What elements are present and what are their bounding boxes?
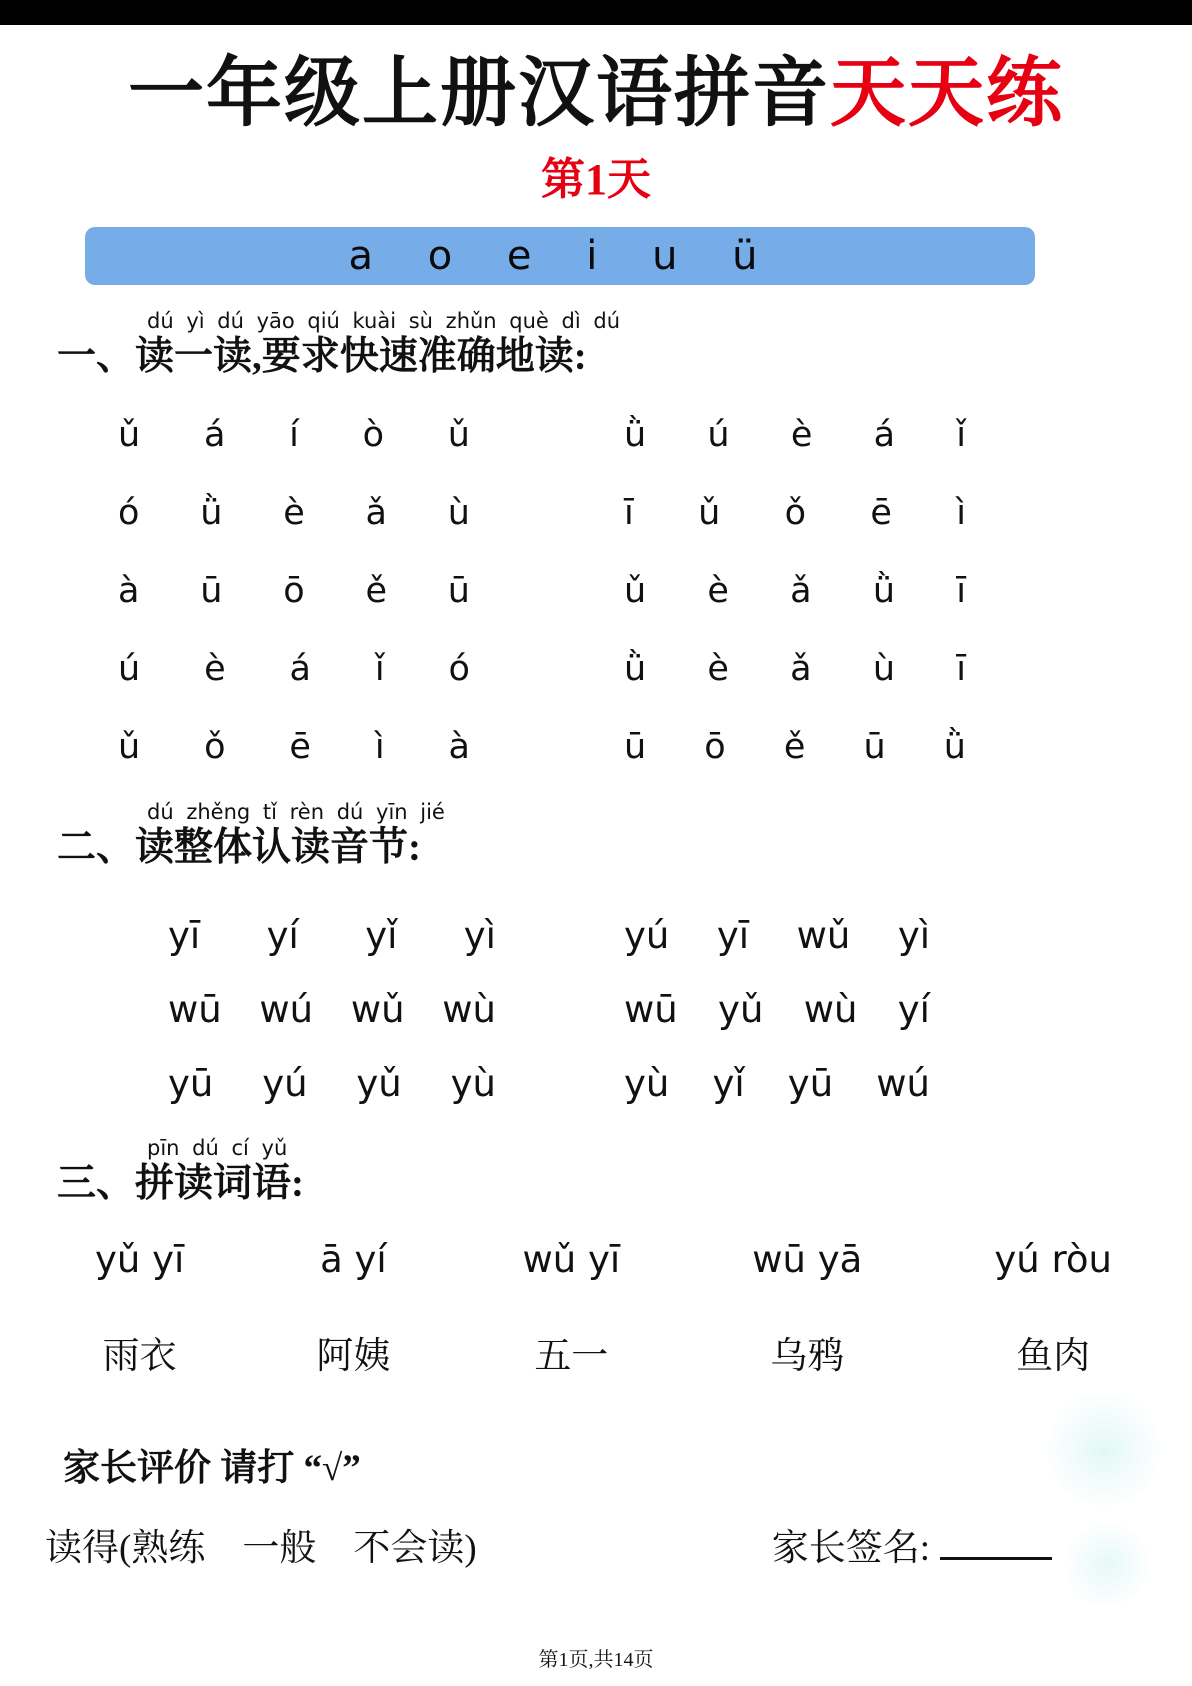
- page-title-red: 天天练: [830, 52, 1064, 136]
- vowel-group-right: [624, 727, 966, 767]
- reading-options: 读得(熟练 一般 不会读): [45, 1527, 477, 1569]
- syllable: yì: [463, 913, 496, 957]
- vowel-row: [118, 396, 966, 474]
- section-3-title: 三、拼读词语:: [57, 1162, 304, 1206]
- vowel: ò: [362, 415, 385, 456]
- vowel: ǐ: [956, 415, 966, 456]
- vowel-banner: [85, 227, 1035, 285]
- vowel-group-left: [118, 493, 470, 533]
- word-hanzi: 鱼肉: [1016, 1335, 1091, 1377]
- syllable-group-left: [168, 914, 496, 957]
- vowel: á: [873, 415, 896, 456]
- vowel-group-right: [624, 415, 966, 455]
- vowel: ǔ: [118, 727, 141, 768]
- section-2-title: 二、读整体认读音节:: [57, 826, 421, 870]
- syllable-row: [168, 898, 930, 972]
- syllable: yù: [624, 1061, 670, 1105]
- syllable-group-right: [624, 988, 930, 1031]
- vowel: ǎ: [790, 571, 812, 612]
- word-pinyin: yú ròu: [994, 1237, 1112, 1281]
- vowel: ó: [118, 493, 140, 534]
- vowel: ǜ: [200, 493, 223, 534]
- vowel: è: [707, 649, 729, 690]
- vowel: ì: [956, 493, 966, 534]
- top-black-bar: [0, 0, 1192, 25]
- syllable: yī: [716, 913, 750, 957]
- syllable: wǔ: [796, 913, 851, 957]
- syllable-group-right: [624, 1062, 930, 1105]
- section-1-title: 一、读一读,要求快速准确地读:: [57, 334, 587, 378]
- syllable: yú: [624, 913, 670, 957]
- vowel-row: [118, 630, 966, 708]
- vowel: ù: [447, 493, 470, 534]
- syllable-row: [168, 1046, 930, 1120]
- page-number: 第1页,共14页: [538, 1649, 654, 1671]
- vowel: ō: [283, 571, 305, 612]
- syllable: yí: [897, 987, 930, 1031]
- syllable: yǐ: [365, 913, 398, 957]
- vowel: ǜ: [624, 415, 647, 456]
- section-3-header: [57, 1138, 1192, 1208]
- vowel: ó: [448, 649, 470, 690]
- vowel: ù: [872, 649, 896, 690]
- vowel: ī: [956, 571, 966, 612]
- watermark-smudge: [1062, 1520, 1152, 1610]
- syllable-row: [168, 972, 930, 1046]
- vowel-row: [118, 474, 966, 552]
- syllable: yū: [787, 1061, 834, 1105]
- vowel: ú: [707, 415, 730, 456]
- vowel-group-left: [118, 727, 470, 767]
- vowel: ē: [870, 493, 892, 534]
- section-2-header: [57, 802, 1192, 872]
- vowel: ē: [289, 727, 311, 768]
- vowel: è: [790, 415, 813, 456]
- vowel-row: [118, 708, 966, 786]
- vowel: ǔ: [118, 415, 141, 456]
- signature-label: 家长签名:: [771, 1527, 930, 1569]
- vowel: ì: [374, 727, 385, 768]
- syllable-group-left: [168, 988, 496, 1031]
- vowel: ō: [704, 727, 726, 768]
- vowel: ǎ: [790, 649, 812, 690]
- vowel: ě: [783, 727, 806, 768]
- word-hanzi: 五一: [534, 1335, 609, 1377]
- vowel: á: [289, 649, 311, 690]
- vowel: ǎ: [365, 493, 387, 534]
- section-2-pinyin: dú zhěng tǐ rèn dú yīn jié: [147, 800, 445, 825]
- word-pinyin: wū yā: [752, 1237, 863, 1281]
- vowel: ǜ: [624, 649, 647, 690]
- vowel: ǜ: [943, 727, 966, 768]
- syllable: wú: [876, 1061, 930, 1105]
- section-1-header: [57, 308, 1192, 381]
- syllable: wǔ: [350, 987, 405, 1031]
- word-hanzi: 雨衣: [102, 1335, 177, 1377]
- syllable-group-right: [624, 914, 930, 957]
- syllable: yī: [168, 913, 201, 957]
- syllable: wù: [442, 987, 496, 1031]
- parent-evaluation-title: 家长评价 请打 “√”: [63, 1447, 361, 1489]
- vowel: ǔ: [698, 493, 721, 534]
- vowel-group-right: [624, 649, 966, 689]
- vowel: ǒ: [784, 493, 807, 534]
- syllable: yú: [262, 1061, 308, 1105]
- signature-line: [940, 1524, 1052, 1560]
- vowel: à: [448, 727, 470, 768]
- section-1-pinyin: dú yì dú yāo qiú kuài sù zhǔn què dì dú: [147, 308, 621, 333]
- vowel: ī: [956, 649, 966, 690]
- syllable: yí: [266, 913, 299, 957]
- vowel: ǜ: [872, 571, 896, 612]
- syllable: yǔ: [356, 1061, 402, 1105]
- syllable: wú: [259, 987, 314, 1031]
- vowel: ū: [447, 571, 470, 612]
- syllable: yù: [450, 1061, 496, 1105]
- syllable-grid: [0, 898, 1192, 1120]
- vowel: í: [289, 415, 299, 456]
- vowel: á: [203, 415, 226, 456]
- vowel: ī: [624, 493, 634, 534]
- page-title: [0, 53, 1192, 137]
- word-item: [752, 1238, 862, 1379]
- syllable: wū: [168, 987, 222, 1031]
- word-pinyin: yǔ yī: [95, 1237, 185, 1281]
- vowel-group-right: [624, 493, 966, 533]
- vowel: ǔ: [624, 571, 647, 612]
- word-pinyin: wǔ yī: [522, 1237, 621, 1281]
- word-list: [95, 1238, 1112, 1379]
- vowel: è: [283, 493, 305, 534]
- vowel: ě: [365, 571, 387, 612]
- word-item: [316, 1238, 390, 1379]
- syllable: yū: [168, 1061, 214, 1105]
- syllable: wù: [803, 987, 858, 1031]
- syllable: wū: [624, 987, 678, 1031]
- vowel: ǒ: [204, 727, 226, 768]
- vowel: ǐ: [374, 649, 385, 690]
- word-pinyin: ā yí: [320, 1237, 387, 1281]
- vowel-grid: [0, 396, 1192, 786]
- vowel: è: [707, 571, 729, 612]
- vowel: ū: [863, 727, 886, 768]
- section-3-pinyin: pīn dú cí yǔ: [147, 1136, 288, 1161]
- signature-area: [772, 1517, 1052, 1571]
- vowel-group-left: [118, 415, 470, 455]
- word-hanzi: 阿姨: [316, 1335, 391, 1377]
- vowel: ú: [118, 649, 141, 690]
- word-item: [994, 1238, 1112, 1379]
- word-item: [95, 1238, 184, 1379]
- vowel: ū: [624, 727, 647, 768]
- page-title-black: 一年级上册汉语拼音: [128, 52, 830, 136]
- vowel: ǔ: [447, 415, 470, 456]
- syllable-group-left: [168, 1062, 496, 1105]
- vowel: ū: [200, 571, 223, 612]
- syllable: yǐ: [712, 1061, 745, 1105]
- vowel-group-right: [624, 571, 966, 611]
- syllable: yì: [897, 913, 930, 957]
- vowel-group-left: [118, 649, 470, 689]
- vowel-banner-letters: a o e i u ü: [348, 232, 772, 279]
- day-subtitle: 第1天: [541, 154, 651, 204]
- vowel: è: [204, 649, 226, 690]
- vowel-row: [118, 552, 966, 630]
- vowel-group-left: [118, 571, 470, 611]
- word-hanzi: 乌鸦: [770, 1335, 845, 1377]
- syllable: yǔ: [718, 987, 764, 1031]
- word-item: [522, 1238, 620, 1379]
- parent-evaluation-row: [45, 1517, 1052, 1571]
- vowel: à: [118, 571, 140, 612]
